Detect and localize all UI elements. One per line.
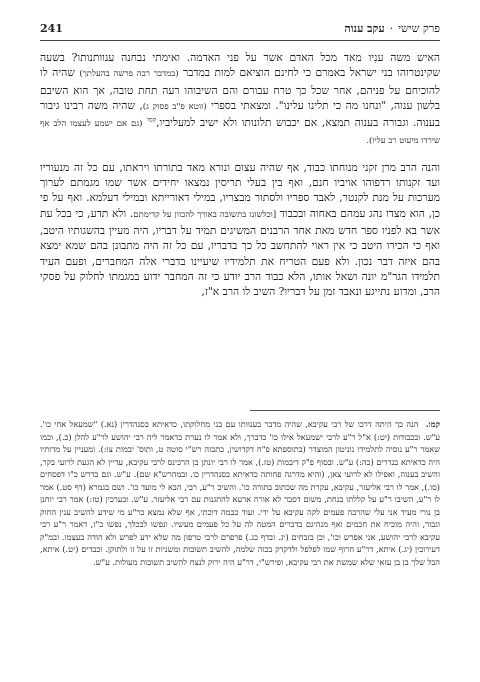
paragraph-1-text-a: האיש משה ענִיו מאד מכל האדם אשר על פני האדמה. ואימתי נבחנה ענוותנותו? בשעה שקינטרוהו בני ישראל באמרם כי לחינם הוציאם למות במדבר bbox=[40, 51, 441, 80]
header-rule bbox=[40, 40, 440, 41]
header-separator: · bbox=[389, 22, 394, 35]
footnote bbox=[40, 418, 440, 568]
source-reference: [וכלשונו בתשובה באורך להכוון על קדימתם bbox=[133, 209, 277, 220]
footnote-marker: קמו bbox=[147, 115, 157, 124]
footnote-number: קמו. bbox=[425, 419, 440, 429]
paragraph-2 bbox=[40, 160, 440, 300]
source-reference: (זוטא פ"ב פסוק ג) bbox=[142, 101, 207, 112]
paragraph-1 bbox=[40, 50, 440, 150]
footnote-text: הנה כך היתה דרכו של רבי עקיבא, שהיה מדבר בענוותו עם בני מחלוקתו, כדאיתא בסנהדרין (נא.) "שמעאל אחי כו'. ע"ש. ובכבודות (יט:) א"ל ר"ע לרבי ישמעאל אילו כו' כדברך, ולא אמר לו נערת כדאמר ליה רבי יהושע לר"ע להלן (כ.), וכמו שאמר ר"ע נוסיה לתלמידו נוניטון המוצדר (בתוספתא פ"ח דקדושין, כתבוה רש"י סוטה ט, ותוס' יבמות צו:). ומעניין על מדותיו היה כדאיתא בנדרים (כה:) ע"ש. ובסוף פ"ק דיבמות (טז.), אמר לו רבי יונתן בן הרכינס לרבי עקיבא, עדיין לא הגעת לרועי בקר, והשיב בענוה, ואפילו לא לרועי צאן, (והיא מדרגה פחותה כדאיתא בסנהדרין כו. ובמהרש"א שם). ע"ש. וגם בדרש כ"ו דפסחים (סו.), אמר לו רבי אליעזר, עקיבא, עקרת מה שכתוב בתורה כו'. והשיב ר"ע, רבי, הבא לי מועד כו'. ושם בגמרא (דף סט.) אמר לו ר"ע, השיבו ר"ע על קללתו בנחת, משום דסבר לא אורח ארעא להתגנות עם רבי אליעזר. ע"ש. ובערכין (טז:) אמר רבי יוחנן בן נורי מעיד אני עלי שהרבה פעמים לקה עקיבא על ידי. ועוד כבמה דוכתי, אף שלא נמצא כר"ע מי שידע להשיב ענין החוק וגבור, והיה מוכיח את חכמים ואף מנהיגם בדברים המטה לה על כל פעמים מעשיו. ונפשו לבכלך, נפשו כ"ז, דאמר ר"ע רבי עקיבא לרבי יהושע, אני אפרש וכו', וכן בזבחים (יג. ובדף כג.) פרפרם לרבי טרפון מה שלא ידע לפרש ולא הודה בעצמו. ובמ"ק דעירובין (יג.) איתא, דר"ע חרוף שמו לפלפל ולדקדק בכוה שלמה, להשיב תשובות ומשניות זו על זו ולתוקן. וכבדים (יט.) איתא, הבל שלך בן בן עזאי שלא שמשת את רבי עקיבא, ופירש"י, דר"ע היה ירוק לנצח להשיב תשובות מעולות. ע"ש. bbox=[40, 419, 440, 567]
running-title bbox=[344, 22, 440, 35]
main-text bbox=[40, 50, 440, 299]
paragraph-1-text-c: , שהיה משה רבינו גיבור בענוה. וגבורה בענוה תמצא, אם יכבוש תלונותו ולא ישיב למעליביו, bbox=[40, 98, 440, 130]
chapter-label: פרק שישי bbox=[398, 22, 440, 35]
source-reference: (במדבר רבה פרשה בהעלתך) bbox=[79, 69, 179, 80]
source-reference: (גם אם ישמע לעצמו הלב אף שירדו מיעוט רב עליו). bbox=[40, 119, 440, 147]
paragraph-2-text-a: והנה הרב מרן זקני מנוחתו כבוד, אף שהיה עצום ונורא מאד בתורתו ויראתו, עם כל זה מנעוריו ועד זקנותו רדפוהו אויביו חנם, ואף בין בעלי תריסין נמצאו יחידים אשר שמו מגמתם לערוך מערכות על מנת לקנטר, לאבד ספריו ולסתור מבצריו, במילי דאורייתא ובמילי דעלמא. ואף על פי כן, הוא מצדו נהג עמהם באחוה ובכבוד bbox=[40, 160, 440, 220]
paragraph-2-text-b: . ולא תדע, כי בכל עת אשר בא לפניו ספר חדש מאת אחד הרבנים המשיגים תמיד על דבריו, היה מעיין בהשגותיו היטב, ואף כי הכירו היטב כי אין ראוי להתחשב כל כך בדבריו, עם כל זה היה מתבונן בהם שמא ימצא בהם איזה דבר נכון. ולא פעם הטריח את תלמידיו שיעיינו בדברי אלה המחברים, ופעם העיד תלמידו הגר"מ יונה ושאל אותו, הלא כבוד הרב יודע כי זה המחבר ידוע במגמתו לחלוק על פסקי הרב, ומדוע נתייגע ונאבד זמן על דבריו? השיב לו הרב א"ז, bbox=[40, 206, 440, 299]
footnote-separator bbox=[250, 410, 440, 411]
page-number: 241 bbox=[40, 22, 63, 35]
paragraph-1-text-b: שהיה לו להוכיחם על פניהם, אחר שכל כך טרח עבורם והם השיבוהו רעה תחת טובה, אך הוא השיבם בלשון ענוה, "ונחנו מה כי תלינו עלינו". ומצאתי בספרי bbox=[40, 66, 441, 112]
running-header bbox=[40, 22, 440, 38]
topic-label: עקב ענוה bbox=[344, 22, 385, 35]
